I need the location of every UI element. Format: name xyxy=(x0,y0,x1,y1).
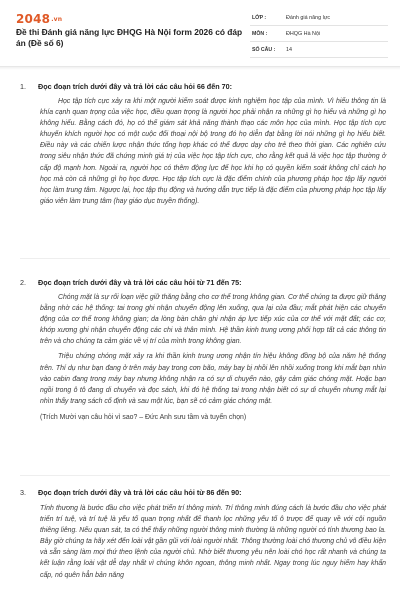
question-heading xyxy=(20,278,242,287)
passage-paragraph: Học tập tích cực xảy ra khi một người kiểm soát được kinh nghiệm học tập của mình. Vì hiểu thông tin là khía cạnh quan trọng của việc học, điều quan trọng là người học phải nhận ra những gì họ hiểu và những gì họ không hiểu. Bằng cách đó, họ có thể giám sát khả năng thành thạo các môn học của mình. Học tập tích cực khuyến khích người học có một cuộc đối thoại nội bộ trong đó họ diễn đạt bằng lời nói những gì họ hiểu biết. Điều này và các chiến lược nhận thức tổng hợp khác có thể được dạy cho trẻ theo thời gian. Các nghiên cứu trong siêu nhận thức đã chứng minh giá trị của việc học tập tích cực, cho rằng kết quả là việc học tập thường ở cấp độ mạnh hơn. Ngoài ra, người học có thêm động lực để học khi họ có quyền kiểm soát không chỉ cách họ học mà còn cả những gì họ học được. Học tập tích cực là đặc điểm chính của phương pháp học tập lấy người học làm trung tâm. Ngược lại, học tập thụ động và hướng dẫn trực tiếp là đặc điểm của phương pháp học tập lấy giáo viên làm trung tâm (hay giáo dục truyền thống). xyxy=(40,98,386,205)
question-number: 3. xyxy=(20,488,26,497)
logo-suffix: .vn xyxy=(51,16,63,23)
header-shadow xyxy=(0,67,400,70)
document-header xyxy=(0,0,400,66)
reading-passage xyxy=(40,96,386,207)
question-number: 2. xyxy=(20,278,26,287)
meta-value: 14 xyxy=(286,46,292,53)
meta-row-class xyxy=(250,10,388,26)
passage-source: (Trích Mười vạn câu hỏi vì sao? – Đức Anh sưu tầm và tuyển chọn) xyxy=(40,413,247,421)
meta-key: MÔN : xyxy=(252,30,268,37)
passage-paragraph: Triệu chứng chóng mặt xảy ra khi thần kinh trung ương nhận tín hiệu không đồng bộ của năm hệ thống trên. Thí dụ như bạn đang ở trên máy bay trong cơn bão, máy bay bị nhồi lên nhồi xuống trong khi mắt bạn nhìn vào cabin đang trong máy bay nhưng không nhận ra có sự di chuyển nào, gây cảm giác chóng mặt. Hoặc bạn ngồi trong ô tô đang di chuyển và đọc sách, khi đó hệ thống tai trong nhận biết có sự di chuyển nhưng mắt lại nhìn thấy trang sách cố định và sau một lúc, bạn sẽ có cảm giác chóng mặt. xyxy=(40,353,386,405)
meta-row-question-count xyxy=(250,42,388,58)
question-separator xyxy=(20,475,390,476)
site-logo[interactable] xyxy=(16,12,62,26)
question-prompt: Đọc đoạn trích dưới đây và trả lời các câu hỏi 66 đến 70: xyxy=(38,82,232,91)
reading-passage xyxy=(40,503,386,581)
logo-text: 2048 xyxy=(16,12,51,26)
question-heading xyxy=(20,488,242,497)
reading-passage xyxy=(40,292,386,423)
passage-paragraph: Chóng mặt là sự rối loạn việc giữ thăng bằng cho cơ thể trong không gian. Cơ thể chúng ta được giữ thăng bằng nhờ các hệ thống: tai trong ghi nhận chuyển động lên xuống, qua lại của đầu; mắt phát hiện các chuyển động của cơ thể trong không gian; da lòng bàn chân ghi nhận áp lực tiếp xúc của cơ thể với mặt đất; các cơ, khớp xương ghi nhận chuyển động các chi và thân mình. Hệ thần kinh trung ương phối hợp tất cả các thông tin trên và cho chúng ta cảm giác về vị trí của mình trong không gian. xyxy=(40,294,386,346)
meta-value: Đánh giá năng lực xyxy=(286,14,331,21)
meta-key: LỚP : xyxy=(252,14,267,21)
exam-title: Đề thi Đánh giá năng lực ĐHQG Hà Nội form 2026 có đáp án (Đề số 6) xyxy=(16,27,243,48)
exam-meta-table xyxy=(250,10,388,58)
question-separator xyxy=(20,258,390,259)
meta-value: ĐHQG Hà Nội xyxy=(286,30,321,37)
question-prompt: Đọc đoạn trích dưới đây và trả lời các câu hỏi từ 86 đến 90: xyxy=(38,488,242,497)
passage-paragraph: Tính thương là bước đầu cho việc phát triển trí thông minh. Trí thông minh đúng cách là bước đầu cho việc phát triển trí tuệ, và trí tuệ là yếu tố quan trọng nhất để thanh lọc những yếu tố ô trược để quay về với cội nguồn thiêng liêng. Nếu quan sát, ta có thể thấy những người thông minh thường là những người có tính thương bao la. Bây giờ chúng ta hãy xét đến loài vật gần gũi với loài người nhất. Thông thường loài chó thương chủ vô điều kiện và sẵn sàng làm mọi thứ theo lệnh của người chủ. Nhờ biết thương yêu nên loài chó học rất nhanh và chúng ta kết luận rằng loài vật dễ dạy nhất vì chúng khôn ngoan, thông minh nhất. Ngay trong lúc nguy hiểm hay khẩn cấp, nó quên hẳn bản năng xyxy=(40,505,386,579)
meta-row-subject xyxy=(250,26,388,42)
question-heading xyxy=(20,82,232,91)
question-number: 1. xyxy=(20,82,26,91)
question-prompt: Đọc đoạn trích dưới đây và trả lời các câu hỏi từ 71 đến 75: xyxy=(38,278,242,287)
meta-key: SỐ CÂU : xyxy=(252,46,276,53)
